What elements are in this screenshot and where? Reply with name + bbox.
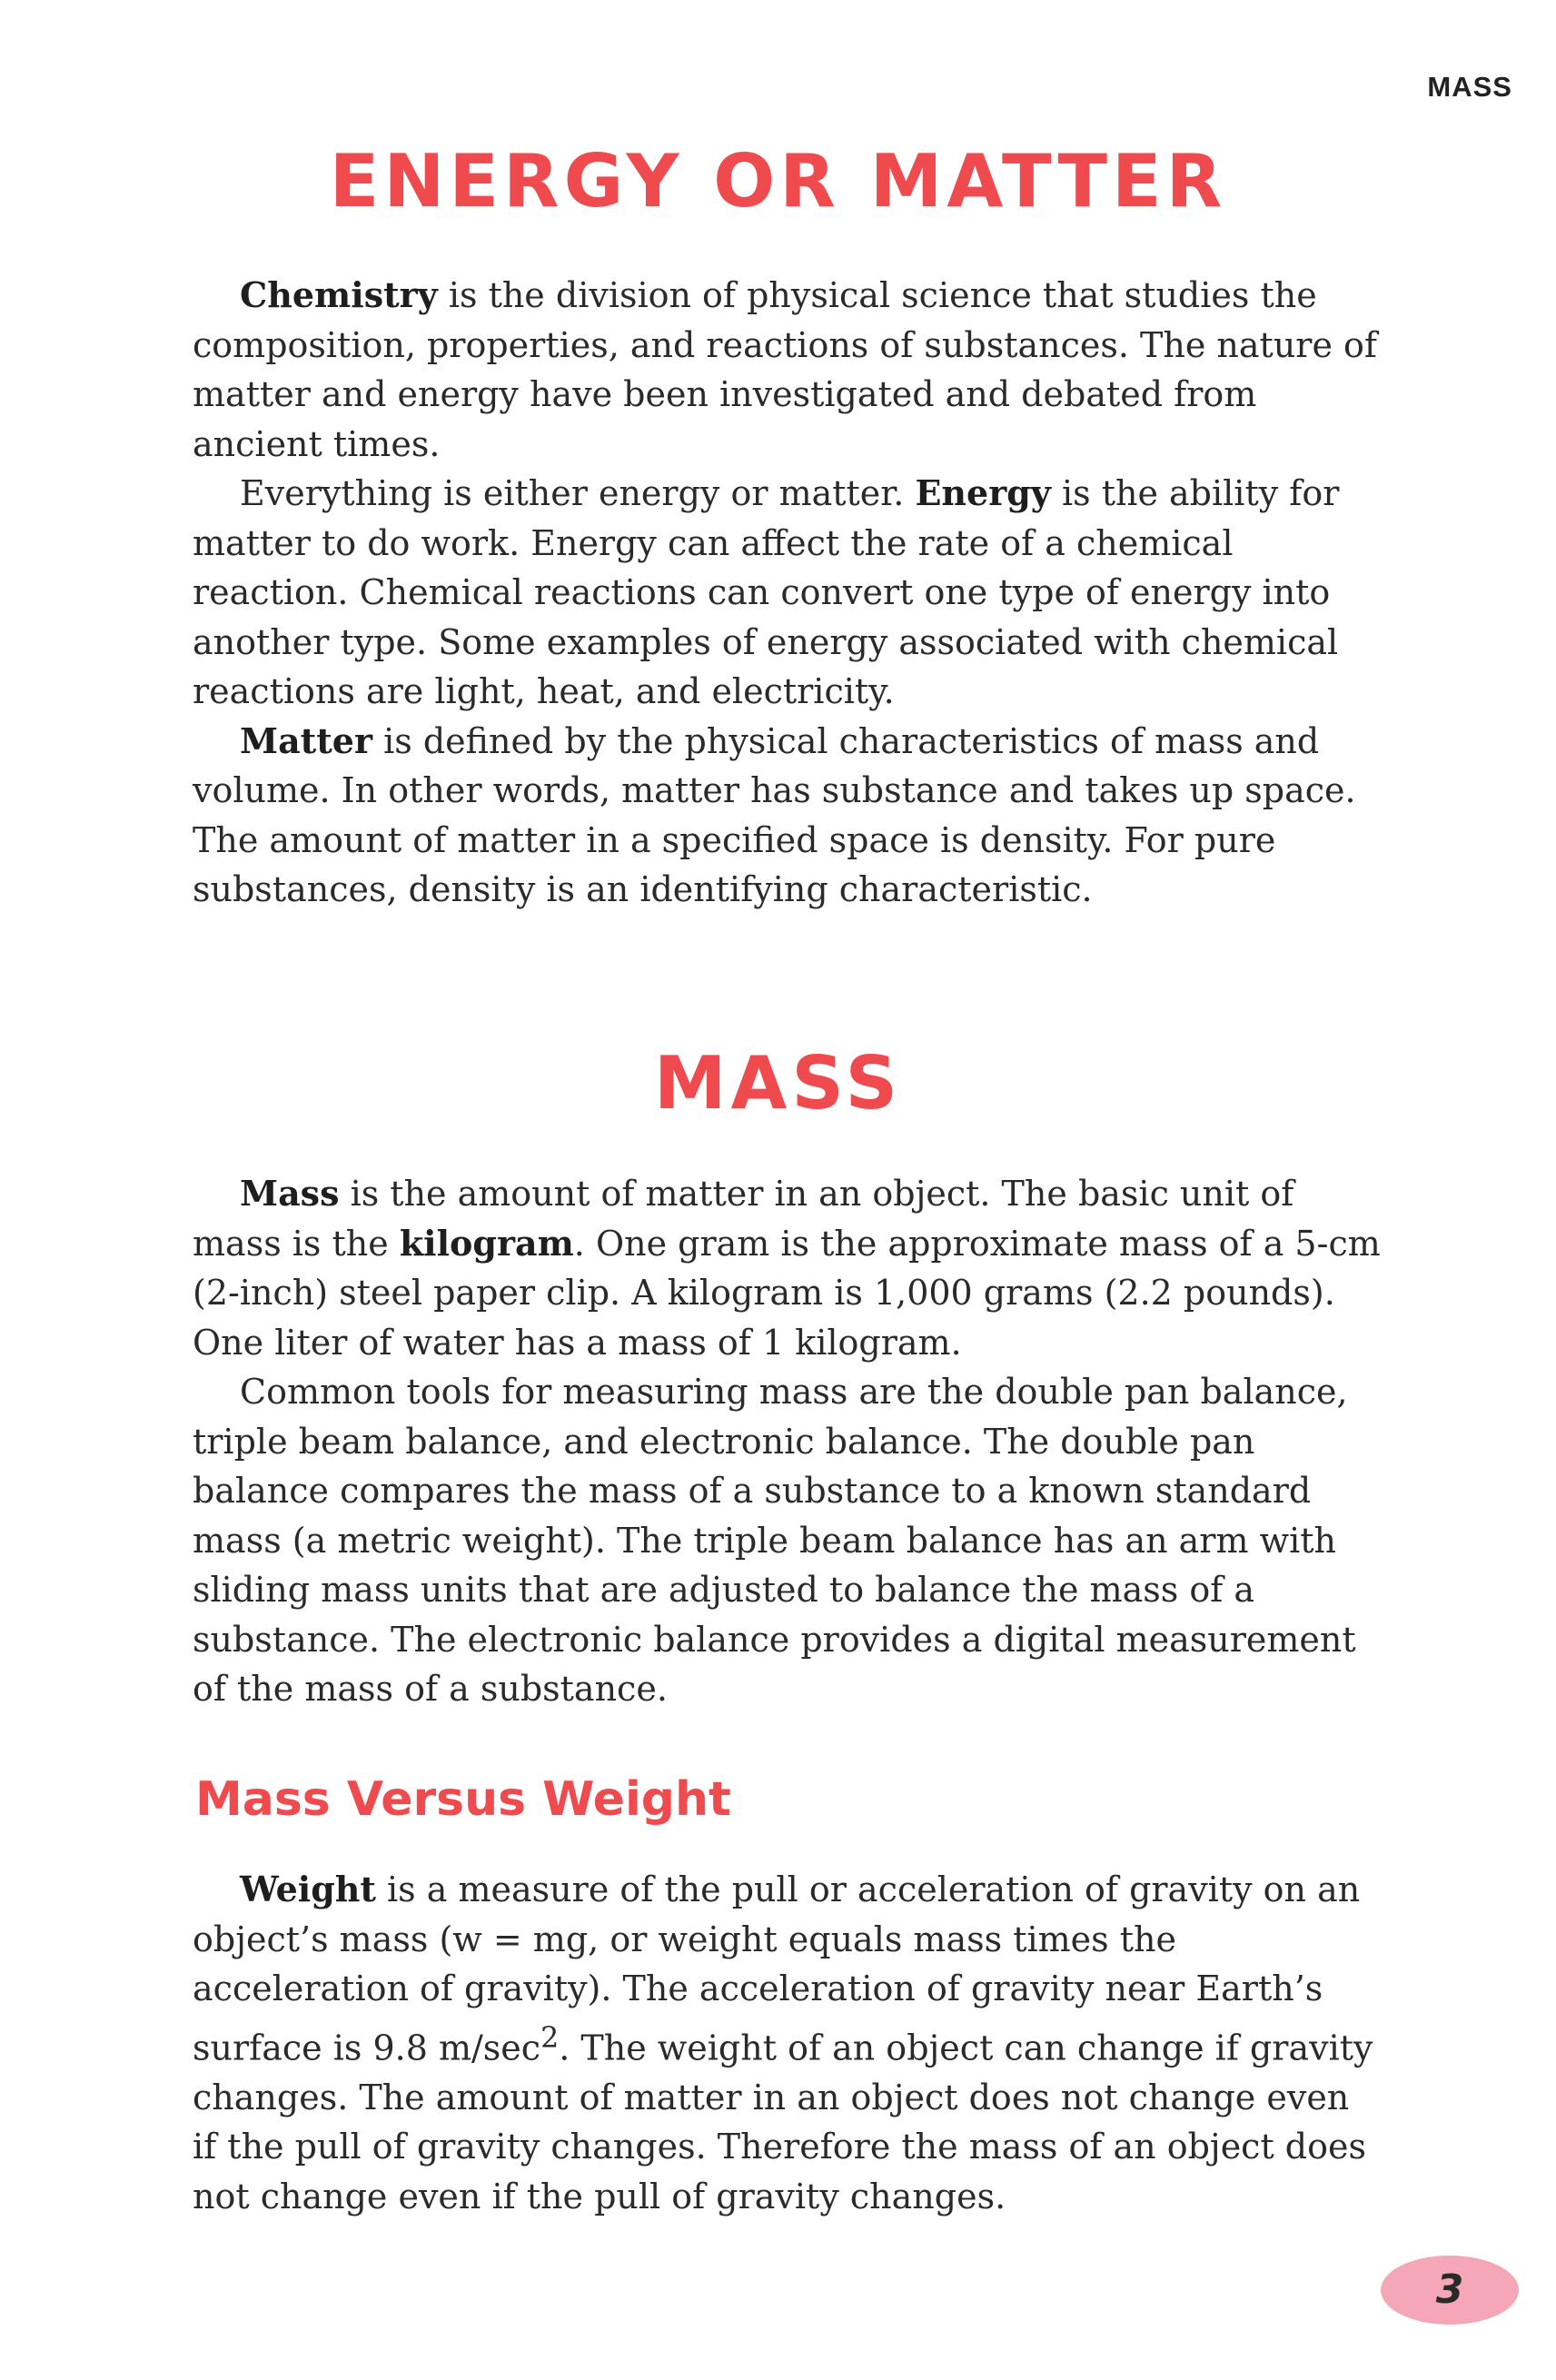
section-mass-versus-weight	[193, 1865, 1383, 2221]
paragraph-chemistry: Chemistry is the division of physical science that studies the composition, properties, and reactions of substances. The nature of matter and energy have been investigated and debated from ancient times.	[193, 274, 1377, 464]
paragraph-mass: Mass is the amount of matter in an object. The basic unit of mass is the kilogram. One gram is the approximate mass of a 5-cm (2-inch) steel paper clip. A kilogram is 1,000 grams (2.2 pounds). One liter of water has a mass of 1 kilogram.	[193, 1173, 1381, 1363]
heading-mass-versus-weight: Mass Versus Weight	[195, 1772, 731, 1827]
page-number: 3	[1435, 2266, 1464, 2313]
heading-energy-or-matter: ENERGY OR MATTER	[329, 139, 1227, 223]
paragraph-matter: Matter is defined by the physical characteristics of mass and volume. In other words, matter has substance and takes up space. The amount of matter in a specified space is density. For pure substances, density is an identifying characteristic.	[193, 719, 1356, 909]
page-number-badge	[1381, 2256, 1519, 2325]
paragraph-weight: Weight is a measure of the pull or acceleration of gravity on an object’s mass (w = mg, or weight equals mass times the acceleration of gravity). The acceleration of gravity near Earth’s surface is 9.8 $m/\sec^2$. The weight of an object can change if gravity changes. The amount of matter in an object does not change even if the pull of gravity changes. Therefore the mass of an object does not change even if the pull of gravity changes.	[193, 1869, 1373, 2216]
term-energy: Energy	[915, 472, 1051, 513]
term-chemistry: Chemistry	[240, 274, 438, 315]
running-head: MASS	[1427, 71, 1512, 103]
section-mass	[193, 1169, 1383, 1714]
term-matter: Matter	[240, 719, 372, 761]
paragraph-measuring-tools: Common tools for measuring mass are the double pan balance, triple beam balance, and electronic balance. The double pan balance compares the mass of a substance to a known standard mass (a metric weight). The triple beam balance has an arm with sliding mass units that are adjusted to balance the mass of a substance. The electronic balance provides a digital measurement of the mass of a substance.	[193, 1372, 1356, 1709]
term-mass: Mass	[240, 1173, 340, 1214]
section-energy-or-matter	[193, 271, 1383, 915]
term-weight: Weight	[240, 1869, 376, 1909]
term-kilogram: kilogram	[399, 1222, 574, 1264]
paragraph-energy: Everything is either energy or matter. Energy is the ability for matter to do work. Energy can affect the rate of a chemical reaction. Chemical reactions can convert one type of energy into another type. Some examples of energy associated with chemical reactions are light, heat, and electricity.	[193, 472, 1340, 711]
heading-mass: MASS	[653, 1041, 903, 1126]
